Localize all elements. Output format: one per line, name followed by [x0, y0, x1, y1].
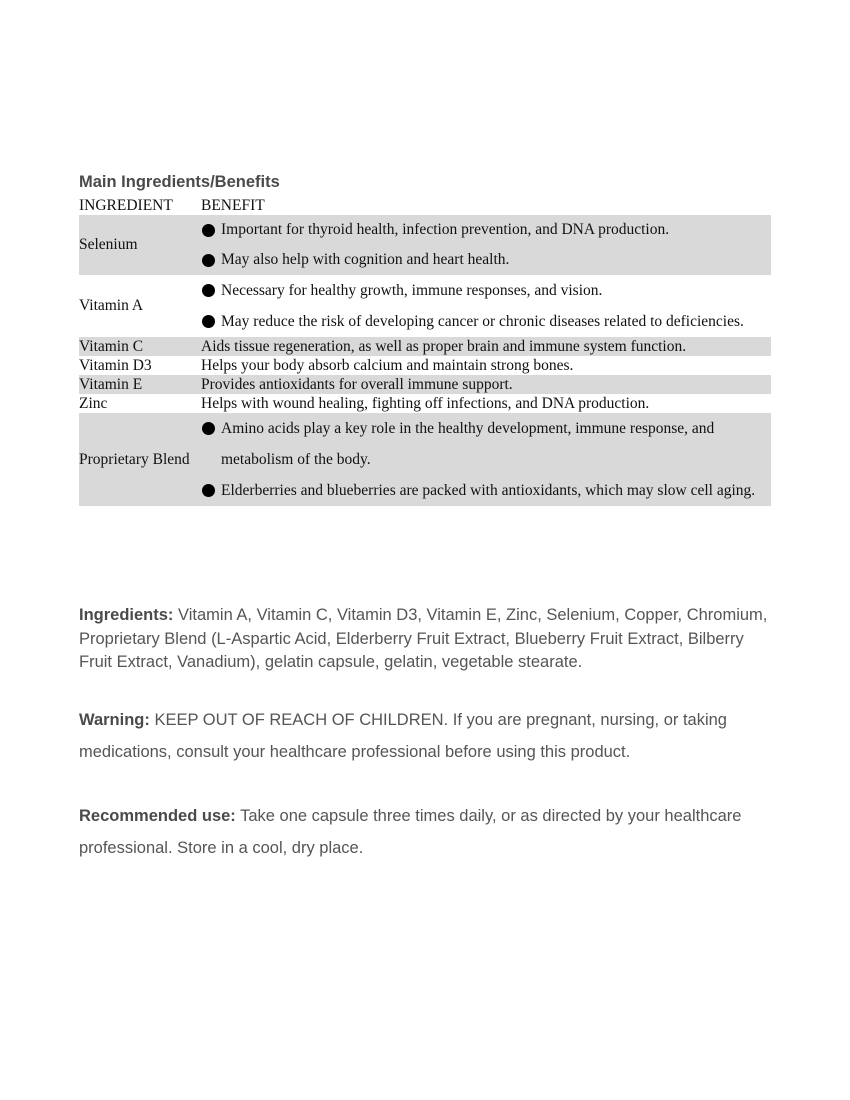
benefit-item: [201, 275, 771, 306]
benefit-cell: [201, 275, 771, 337]
ingredients-label: Ingredients:: [79, 606, 174, 624]
benefit-text: Elderberries and blueberries are packed with antioxidants, which may slow cell aging.: [221, 482, 756, 499]
benefit-text: Amino acids play a key role in the healthy development, immune response, and metabolism of the body.: [221, 420, 715, 468]
bullet-icon: [202, 484, 215, 497]
recommended-use-paragraph: [79, 800, 771, 864]
ingredient-cell: Proprietary Blend: [79, 413, 201, 506]
ingredient-cell: Vitamin D3: [79, 357, 152, 374]
bullet-icon: [202, 422, 215, 435]
benefit-cell: [201, 215, 771, 275]
benefit-text: May reduce the risk of developing cancer or chronic diseases related to deficiencies.: [221, 313, 744, 330]
bullet-icon: [202, 224, 215, 237]
benefit-cell: [201, 413, 771, 506]
section-title: Main Ingredients/Benefits: [79, 173, 280, 191]
benefit-cell: Helps with wound healing, fighting off infections, and DNA production.: [201, 395, 650, 412]
benefit-cell: Helps your body absorb calcium and maintain strong bones.: [201, 357, 574, 374]
benefit-item: [201, 475, 771, 506]
benefit-list: [201, 413, 771, 506]
benefit-list: [201, 215, 771, 275]
table-row: [79, 413, 771, 506]
benefit-text: Necessary for healthy growth, immune responses, and vision.: [221, 282, 603, 299]
ingredient-cell: Zinc: [79, 395, 108, 412]
ingredients-benefits-table: [79, 196, 771, 506]
benefit-item: [201, 413, 771, 475]
header-ingredient: INGREDIENT: [79, 197, 173, 214]
benefit-item: [201, 306, 771, 337]
table-row: [79, 337, 771, 356]
ingredient-cell: Vitamin C: [79, 337, 201, 356]
recommended-use-text: Take one capsule three times daily, or as directed by your healthcare professional. Store in a cool, dry place.: [79, 807, 742, 857]
benefit-item: [201, 245, 771, 275]
table-row: [79, 356, 771, 375]
ingredients-paragraph: [79, 604, 771, 675]
bullet-icon: [202, 315, 215, 328]
benefit-text: May also help with cognition and heart health.: [221, 251, 510, 268]
benefit-cell: Aids tissue regeneration, as well as proper brain and immune system function.: [201, 337, 771, 356]
ingredient-cell: Vitamin E: [79, 375, 201, 394]
ingredient-cell: Selenium: [79, 215, 201, 275]
benefit-item: [201, 215, 771, 245]
bullet-icon: [202, 284, 215, 297]
ingredients-text: Vitamin A, Vitamin C, Vitamin D3, Vitamin E, Zinc, Selenium, Copper, Chromium, Proprietary Blend (L-Aspartic Acid, Elderberry Fruit Extract, Blueberry Fruit Extract, Bilberry Fruit Extract, Vanadium), gelatin capsule, gelatin, vegetable stearate.: [79, 606, 768, 671]
table-row: [79, 215, 771, 275]
table-row: [79, 275, 771, 337]
warning-text: KEEP OUT OF REACH OF CHILDREN. If you are pregnant, nursing, or taking medications, consult your healthcare professional before using this product.: [79, 711, 727, 761]
recommended-use-label: Recommended use:: [79, 807, 236, 825]
table-header-row: [79, 196, 771, 215]
header-benefit: BENEFIT: [201, 197, 265, 214]
warning-label: Warning:: [79, 711, 150, 729]
bullet-icon: [202, 254, 215, 267]
table-row: [79, 394, 771, 413]
benefit-list: [201, 275, 771, 337]
benefit-cell: Provides antioxidants for overall immune support.: [201, 375, 771, 394]
warning-paragraph: [79, 704, 771, 768]
ingredient-cell: Vitamin A: [79, 297, 144, 314]
benefit-text: Important for thyroid health, infection prevention, and DNA production.: [221, 221, 670, 238]
table-row: [79, 375, 771, 394]
